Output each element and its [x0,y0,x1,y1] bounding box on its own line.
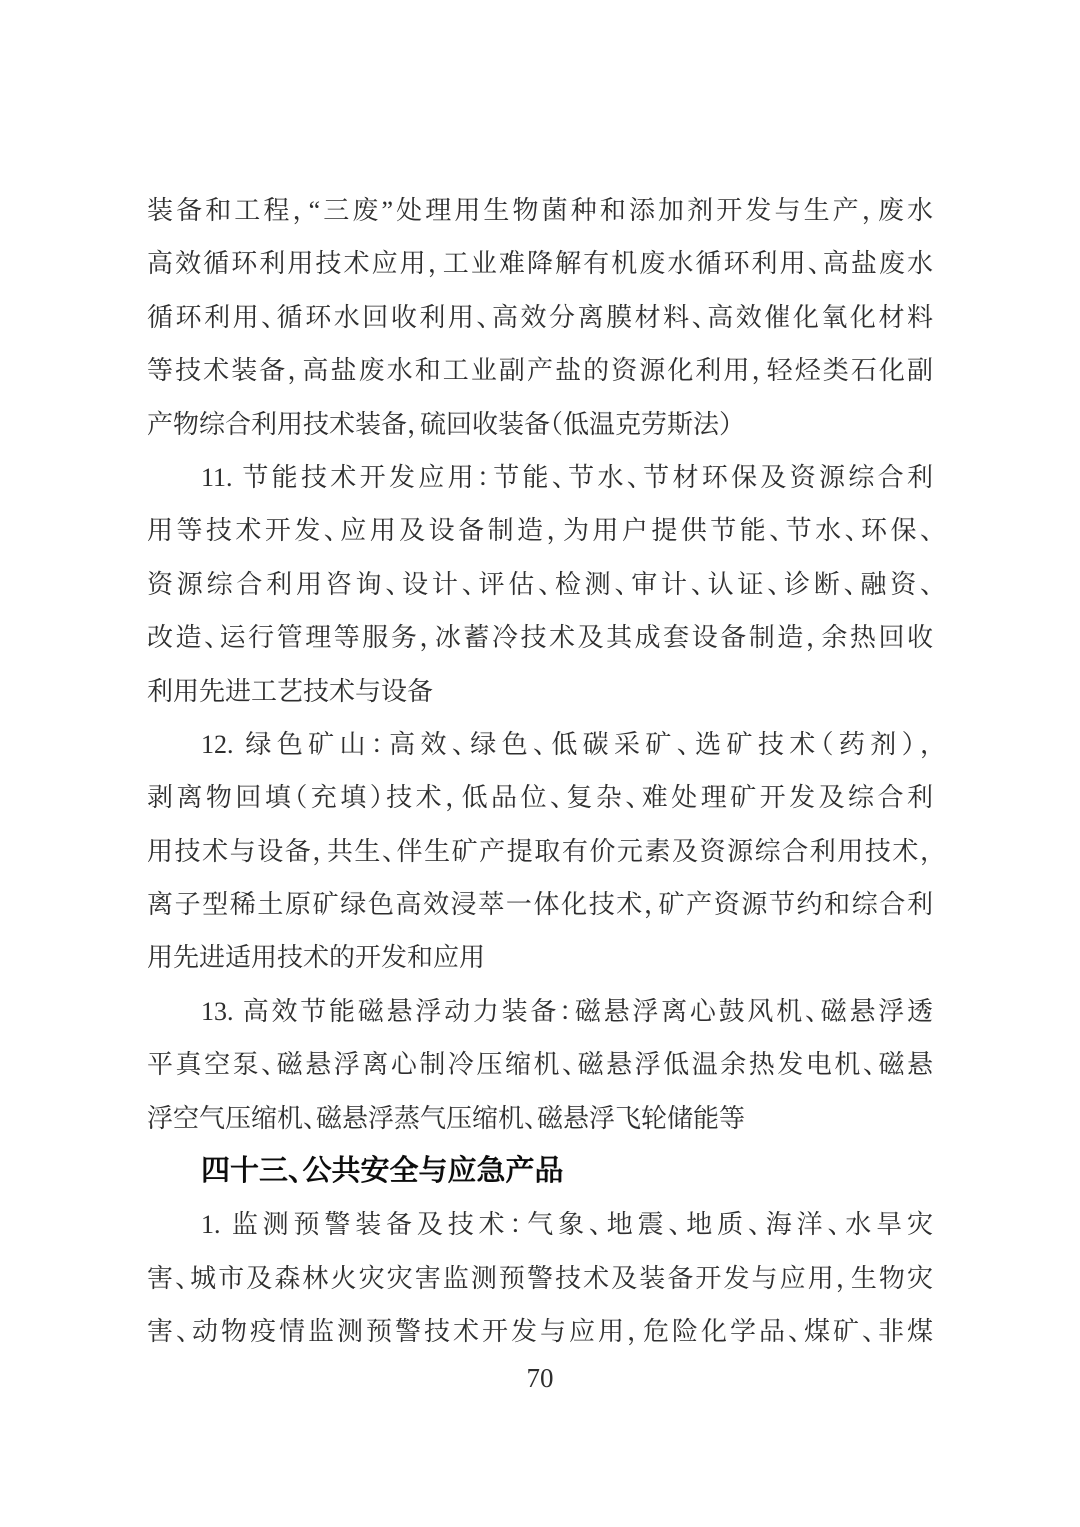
section-heading: 四十三、公共安全与应急产品 [201,1155,564,1188]
text-line-item-1: 1. 监测预警装备及技术：气象、地震、地质、海洋、水旱灾 [201,1210,933,1240]
text-line: 用等技术开发、应用及设备制造，为用户提供节能、节水、环保、 [147,516,933,546]
text-line-item-13: 13. 高效节能磁悬浮动力装备：磁悬浮离心鼓风机、磁悬浮透 [201,996,933,1026]
text-line: 害、动物疫情监测预警技术开发与应用，危险化学品、煤矿、非煤 [147,1317,933,1347]
text-line-item-11: 11. 节能技术开发应用：节能、节水、节材环保及资源综合利 [201,462,933,492]
text-line-item-12: 12. 绿色矿山：高效、绿色、低碳采矿、选矿技术（药剂）， [201,729,933,759]
text-line: 剥离物回填（充填）技术，低品位、复杂、难处理矿开发及综合利 [147,783,933,813]
text-line: 离子型稀土原矿绿色高效浸萃一体化技术，矿产资源节约和综合利 [147,890,933,920]
page-number: 70 [526,1363,554,1393]
page-body [147,184,933,1359]
text-line: 装备和工程，“三废”处理用生物菌种和添加剂开发与生产，废水 [147,196,933,225]
text-line: 改造、运行管理等服务，冰蓄冷技术及其成套设备制造，余热回收 [147,623,933,653]
text-line: 等技术装备，高盐废水和工业副产盐的资源化利用，轻烃类石化副 [147,356,933,386]
text-line: 资源综合利用咨询、设计、评估、检测、审计、认证、诊断、融资、 [147,569,933,599]
text-line: 利用先进工艺技术与设备 [147,676,434,706]
text-line: 害、城市及森林火灾灾害监测预警技术及装备开发与应用，生物灾 [147,1263,933,1293]
text-line: 产物综合利用技术装备，硫回收装备（低温克劳斯法） [147,409,733,439]
text-line: 平真空泵、磁悬浮离心制冷压缩机、磁悬浮低温余热发电机、磁悬 [147,1050,933,1080]
text-line: 用技术与设备，共生、伴生矿产提取有价元素及资源综合利用技术， [147,836,933,866]
text-line: 浮空气压缩机、磁悬浮蒸气压缩机、磁悬浮飞轮储能等 [147,1103,746,1133]
text-line: 高效循环利用技术应用，工业难降解有机废水循环利用、高盐废水 [147,249,933,279]
text-line: 循环利用、循环水回收利用、高效分离膜材料、高效催化氧化材料 [147,302,933,332]
text-line: 用先进适用技术的开发和应用 [147,943,486,973]
